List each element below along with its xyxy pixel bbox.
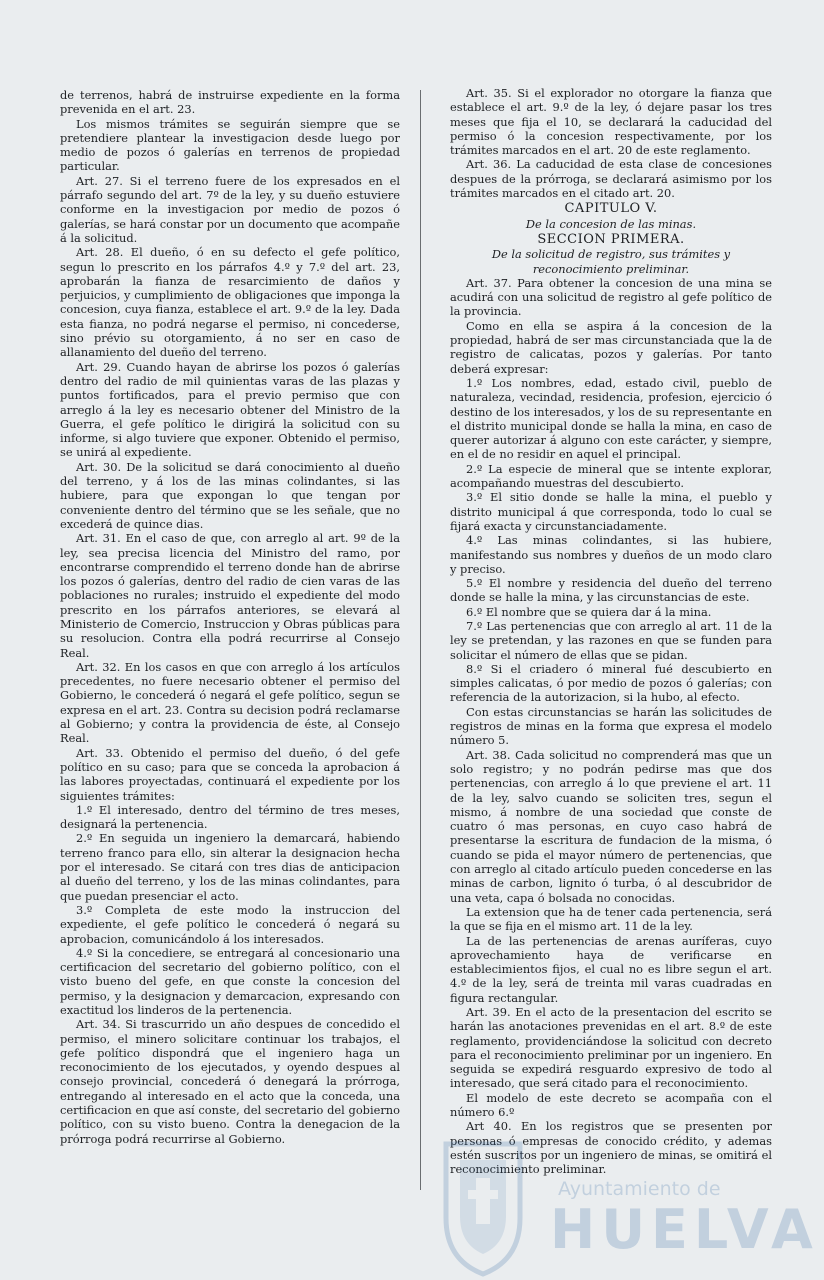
- paragraph: 3.º Completa de este modo la instruccion del expediente, el gefe político le concederá ó negará su aprobacion, comunicándolo á los interesados.: [60, 902, 400, 946]
- paragraph: 3.º El sitio donde se halle la mina, el pueblo y distrito municipal á que corresponda, todo lo cual se fijará exacta y circunstanciadamente.: [450, 490, 772, 533]
- paragraph: Art. 36. La caducidad de esta clase de concesiones despues de la prórroga, se declarará asimismo por los trámites marcados en el citado art. 20.: [450, 157, 772, 201]
- paragraph: Los mismos trámites se seguirán siempre que se pretendiere plantear la investigacion desde luego por medio de pozos ó galerías en terrenos de propiedad particular.: [60, 116, 400, 174]
- paragraph: Art. 31. En el caso de que, con arreglo al art. 9º de la ley, sea precisa licencia del Ministro del ramo, por encontrarse comprendido el terreno donde han de abrirse los pozos ó galerías, dentro del radio de cien varas de las poblaciones no rurales; instruido el expediente del modo prescrito en los párrafos anteriores, se elevará al Ministerio de Comercio, Instruccion y Obras públicas para su resolucion. Contra ella podrá recurrirse al Consejo Real.: [60, 531, 400, 660]
- paragraph: 1.º El interesado, dentro del término de tres meses, designará la pertenencia.: [60, 802, 400, 832]
- paragraph: La de las pertenencias de arenas auríferas, cuyo aprovechamiento haya de verificarse en establecimientos fijos, el cual no es libre segun el art. 4.º de la ley, será de treinta mil varas cuadradas en figura rectangular.: [450, 933, 772, 1005]
- paragraph: Art. 35. Si el explorador no otorgare la fianza que establece el art. 9.º de la ley, ó dejare pasar los tres meses que fija el 10, se declarará la caducidad del permiso ó la concesion respectivamente, por los trámites marcados en el art. 20 de este reglamento.: [450, 86, 772, 158]
- paragraph: Art. 34. Si trascurrido un año despues de concedido el permiso, el minero solicitare continuar los trabajos, el gefe político dispondrá que el ingeniero haga un reconocimiento de los ejecutados, y oyendo despues al consejo provincial, concederá ó denegará la prórroga, entregando al interesado en el acto que la conceda, una certificacion en que así conste, del secretario del gobierno político, con su visto bueno. Contra la denegacion de la prórroga podrá recurrirse al Gobierno.: [60, 1017, 400, 1146]
- paragraph: 2.º En seguida un ingeniero la demarcará, habiendo terreno franco para ello, sin alterar la designacion hecha por el interesado. Se citará con tres dias de anticipacion al dueño del terreno, y los de las minas colindantes, para que puedan presenciar el acto.: [60, 831, 400, 903]
- paragraph: Art. 37. Para obtener la concesion de una mina se acudirá con una solicitud de registro al gefe político de la provincia.: [450, 275, 772, 319]
- paragraph: 5.º El nombre y residencia del dueño del terreno donde se halle la mina, y las circunstancias de este.: [450, 576, 772, 605]
- paragraph: Art. 33. Obtenido el permiso del dueño, ó del gefe político en su caso; para que se conceda la aprobacion á las labores proyectadas, continuará el expediente por los siguientes trámites:: [60, 745, 400, 803]
- column-divider: [420, 90, 421, 1190]
- paragraph: 8.º Si el criadero ó mineral fué descubierto en simples calicatas, ó por medio de pozos ó galerías; con referencia de la autorizacion, si la hubo, al efecto.: [450, 661, 772, 705]
- coat-of-arms-icon: [438, 1138, 528, 1278]
- paragraph: Art. 29. Cuando hayan de abrirse los pozos ó galerías dentro del radio de mil quinientas varas de las plazas y puntos fortificados, para el previo permiso que con arreglo á la ley es necesario obtener del Ministro de la Guerra, el gefe político le dirigirá la solicitud con su informe, si algo tuviere que exponer. Obtenido el permiso, se unirá al expediente.: [60, 359, 400, 460]
- chapter-subheading: De la concesion de las minas.: [525, 216, 697, 231]
- paragraph: 4.º Las minas colindantes, si las hubiere, manifestando sus nombres y dueños de un modo claro y preciso.: [450, 533, 772, 576]
- paragraph: 4.º Si la concediere, se entregará al concesionario una certificacion del secretario del gobierno político, con el visto bueno del gefe, en que conste la concesion del permiso, y la designacion y demarcacion, expresando con exactitud los linderos de la pertenencia.: [60, 945, 400, 1017]
- paragraph: Art. 38. Cada solicitud no comprenderá mas que un solo registro; y no podrán pedirse mas que dos pertenencias, con arreglo á lo que previene el art. 11 de la ley, salvo cuando se soliciten tres, segun el mismo, á nombre de una sociedad que conste de cuatro ó mas personas, en cuyo caso habrá de presentarse la escritura de fundacion de la misma, ó cuando se pida el mayor número de pertenencias, que con arreglo al citado artículo pueden concederse en las minas de carbon, lignito ó turba, ó al descubridor de una veta, capa ó bolsada no conocidas.: [450, 747, 772, 905]
- paragraph: 7.º Las pertenencias que con arreglo al art. 11 de la ley se pretendan, y las razones en que se funden para solicitar el número de ellas que se pidan.: [450, 618, 772, 662]
- paragraph: La extension que ha de tener cada pertenencia, será la que se fija en el mismo art. 11 de la ley.: [450, 904, 772, 934]
- paragraph: Art. 27. Si el terreno fuere de los expresados en el párrafo segundo del art. 7º de la ley, y su dueño estuviere conforme en la investigacion por medio de pozos ó galerías, se hará constar por un documento que acompañe á la solicitud.: [60, 173, 400, 245]
- section-subheading: De la solicitud de registro, sus trámites y reconocimiento preliminar.: [491, 247, 731, 276]
- paragraph: Art. 32. En los casos en que con arreglo á los artículos precedentes, no fuere necesario obtener el permiso del Gobierno, le concederá ó negará el gefe político, segun se expresa en el art. 23. Contra su decision podrá reclamarse al Gobierno; y contra la providencia de éste, al Consejo Real.: [60, 659, 400, 746]
- watermark: [430, 1138, 819, 1278]
- paragraph: Con estas circunstancias se harán las solicitudes de registros de minas en la forma que expresa el modelo número 5.: [450, 704, 772, 748]
- left-column: [60, 88, 400, 1146]
- paragraph: 1.º Los nombres, edad, estado civil, pueblo de naturaleza, vecindad, residencia, profesion, ejercicio ó destino de los interesados, y los de su representante en el distrito municipal donde se halla la mina, en caso de querer autorizar á alguno con este carácter, y siempre, en el de no residir en aquel el principal.: [450, 375, 772, 462]
- paragraph: Como en ella se aspira á la concesion de la propiedad, habrá de ser mas circunstanciada que la de registro de calicatas, pozos y galerías. Por tanto deberá expresar:: [450, 318, 772, 376]
- watermark-line2: HUELVA: [550, 1198, 819, 1261]
- paragraph: El modelo de este decreto se acompaña con el número 6.º: [450, 1090, 772, 1120]
- paragraph: 2.º La especie de mineral que se intente explorar, acompañando muestras del descubierto.: [450, 461, 772, 491]
- watermark-line1: Ayuntamiento de: [558, 1178, 721, 1200]
- paragraph: 6.º El nombre que se quiera dar á la mina.: [466, 604, 712, 619]
- paragraph: Art. 39. En el acto de la presentacion del escrito se harán las anotaciones prevenidas en el art. 8.º de este reglamento, providenciándose la solicitud con decreto para el reconocimiento preliminar por un ingeniero. En seguida se expedirá resguardo expresivo de todo al interesado, que será citado para el reconocimiento.: [450, 1005, 772, 1091]
- right-column: [450, 86, 772, 1177]
- section-heading: SECCION PRIMERA.: [537, 231, 685, 247]
- paragraph: Art 40. En los registros que se presenten por personas ó empresas de conocido crédito, y ademas estén suscritos por un ingeniero de minas, se omitirá el reconocimiento preliminar.: [450, 1119, 772, 1177]
- chapter-heading: CAPITULO V.: [564, 201, 658, 217]
- paragraph: de terrenos, habrá de instruirse expediente en la forma prevenida en el art. 23.: [60, 88, 400, 117]
- paragraph: Art. 28. El dueño, ó en su defecto el gefe político, segun lo prescrito en los párrafos 4.º y 7.º del art. 23, aprobarán la fianza de resarcimiento de daños y perjuicios, y cumplimiento de obligaciones que imponga la concesion, cuya fianza, establece el art. 9.º de la ley. Dada esta fianza, no podrá negarse el permiso, ni concederse, sino prévio su otorgamiento, á no ser en caso de allanamiento del dueño del terreno.: [60, 245, 400, 360]
- paragraph: Art. 30. De la solicitud se dará conocimiento al dueño del terreno, y á los de las minas colindantes, si las hubiere, para que expongan lo que tengan por conveniente dentro del término que se les señale, que no excederá de quince dias.: [60, 459, 400, 531]
